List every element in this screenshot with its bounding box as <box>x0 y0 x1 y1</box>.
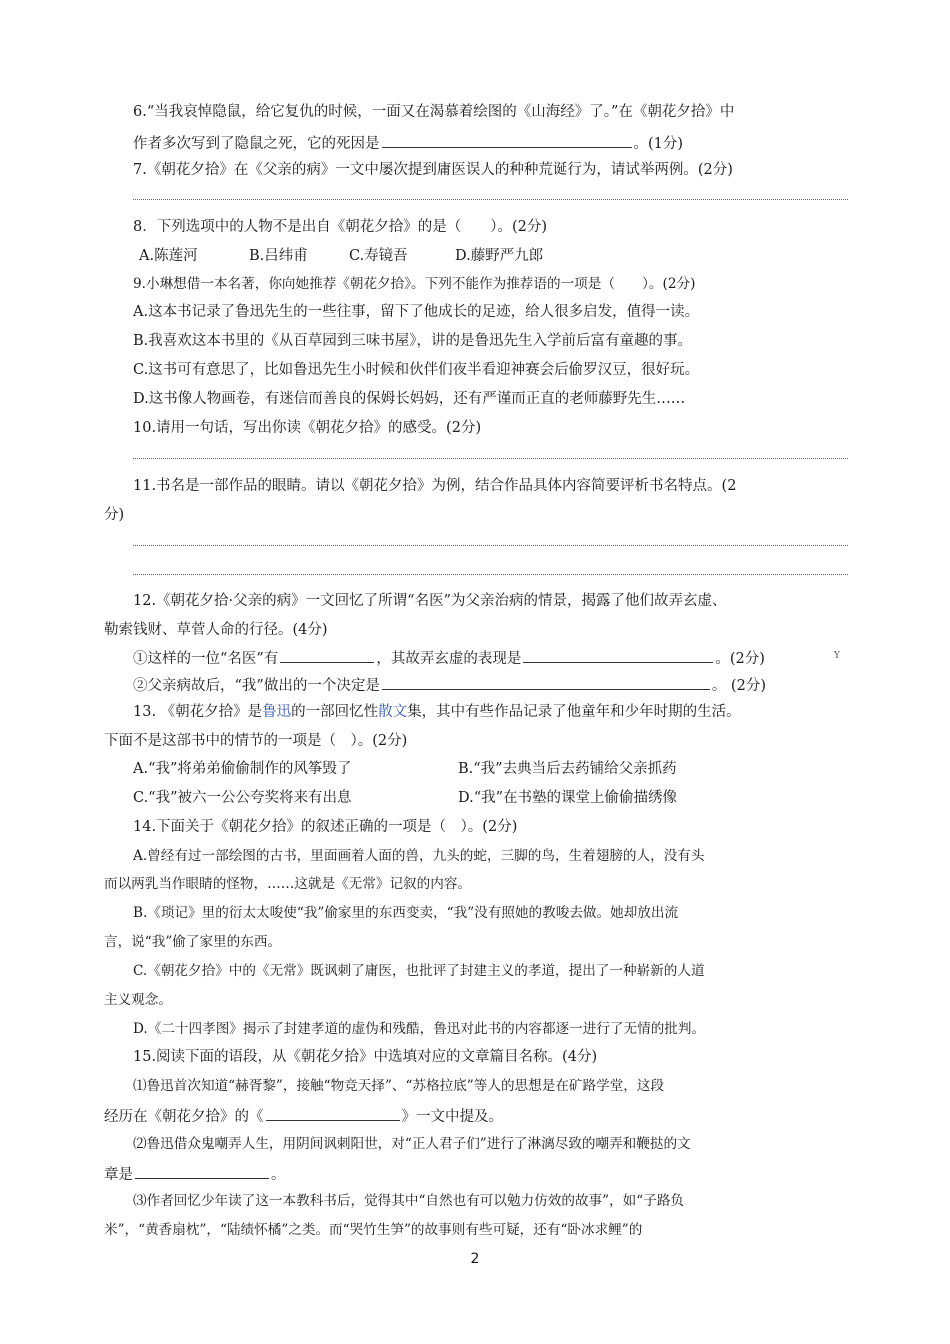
q15-line-1: 15.阅读下面的语段，从《朝花夕拾》中选填对应的文章篇目名称。(4分) <box>133 1049 598 1065</box>
q13-line-1: 13. 《朝花夕拾》是鲁迅的一部回忆性散文集，其中有些作品记录了他童年和少年时期的生活。 <box>133 704 741 720</box>
q9-option-b: B.我喜欢这本书里的《从百草园到三味书屋》，讲的是鲁迅先生入学前后富有童趣的事。 <box>133 333 693 349</box>
q13-options-row-2 <box>133 788 852 808</box>
q15-blank-1[interactable] <box>266 1105 400 1121</box>
q7-answer-line[interactable] <box>133 199 848 200</box>
q6-answer-blank[interactable] <box>382 132 632 148</box>
q11-answer-line-1[interactable] <box>133 545 848 546</box>
q9-option-d: D.这书像人物画卷，有迷信而善良的保姆长妈妈，还有严谨而正直的老师藤野先生…… <box>133 391 686 407</box>
page-number: 2 <box>470 1251 480 1267</box>
q14-option-a-2: 而以两乳当作眼睛的怪物，……这就是《无常》记叙的内容。 <box>104 876 472 892</box>
q6-line-1: 6.“当我哀悼隐鼠，给它复仇的时候，一面又在渴慕着绘图的《山海经》了。”在《朝花夕拾》中 <box>133 104 735 120</box>
q13-option-b: B.“我”去典当后去药铺给父亲抓药 <box>458 761 677 777</box>
q13-options-row-1 <box>133 759 852 779</box>
q12-line-2: 勒索钱财、草菅人命的行径。(4分) <box>104 622 328 638</box>
q13-option-c: C.“我”被六一公公夸奖将来有出息 <box>133 790 352 806</box>
q9-option-c: C.这书可有意思了，比如鲁迅先生小时候和伙伴们夜半看迎神赛会后偷罗汉豆，很好玩。 <box>133 362 700 378</box>
q15-p2-line-2: 章是 。 <box>104 1163 852 1185</box>
q15-p2-line-1: ⑵鲁迅借众鬼嘲弄人生，用阴间讽刺阳世，对“正人君子们”进行了淋漓尽致的嘲弄和鞭挞的文 <box>133 1136 691 1152</box>
q15-p3-line-2: 米”，“黄香扇枕”，“陆绩怀橘”之类。而“哭竹生笋”的故事则有些可疑，还有“卧冰求鲤”的 <box>104 1222 643 1238</box>
q15-p3-line-1: ⑶作者回忆少年读了这一本教科书后，觉得其中“自然也有可以勉力仿效的故事”，如“子路负 <box>133 1193 685 1209</box>
q14-option-c-2: 主义观念。 <box>104 992 172 1008</box>
q13-option-d: D.“我”在书塾的课堂上偷偷描绣像 <box>458 790 678 806</box>
q14-option-c-1: C.《朝花夕拾》中的《无常》既讽刺了庸医，也批评了封建主义的孝道，提出了一种崭新的人道 <box>133 963 705 979</box>
q12-sub-1: ①这样的一位“名医”有 ，其故弄玄虚的表现是 。(2分) <box>133 647 852 669</box>
q10-line-1: 10.请用一句话，写出你读《朝花夕拾》的感受。(2分) <box>133 420 482 436</box>
q8-options <box>139 246 852 266</box>
q13-line-2: 下面不是这部书中的情节的一项是（ ）。(2分) <box>104 733 408 749</box>
q15-p1-line-2: 经历在《朝花夕拾》的《 》一文中提及。 <box>104 1105 852 1127</box>
q15-p1-line-1: ⑴鲁迅首次知道“赫胥黎”，接触“物竞天择”、“苏格拉底”等人的思想是在矿路学堂，这段 <box>133 1078 665 1094</box>
q9-option-a: A.这本书记录了鲁迅先生的一些往事，留下了他成长的足迹，给人很多启发，值得一读。 <box>133 304 700 320</box>
q14-option-a-1: A.曾经有过一部绘图的古书，里面画着人面的兽，九头的蛇，三脚的鸟，生着翅膀的人，没有头 <box>133 848 705 864</box>
q14-option-d-1: D.《二十四孝图》揭示了封建孝道的虚伪和残酷，鲁迅对此书的内容都逐一进行了无情的批判。 <box>133 1021 706 1037</box>
q14-option-b-2: 言，说“我”偷了家里的东西。 <box>104 934 282 950</box>
link-luxun[interactable]: 鲁迅 <box>262 704 292 720</box>
q7-line-1: 7.《朝花夕拾》在《父亲的病》一文中屡次提到庸医误人的种种荒诞行为，请试举两例。(2分) <box>133 162 733 178</box>
q12-blank-decision[interactable] <box>382 674 710 690</box>
q12-sub-2: ②父亲病故后，“我”做出的一个决定是 。 (2分) <box>133 674 852 696</box>
q12-line-1: 12.《朝花夕拾·父亲的病》一文回忆了所谓“名医”为父亲治病的情景，揭露了他们故弄玄虚、 <box>133 593 727 609</box>
q8-option-c: C.寿镜吾 <box>349 248 408 264</box>
q11-line-1: 11.书名是一部作品的眼睛。请以《朝花夕拾》为例，结合作品具体内容简要评析书名特点。(2 <box>133 478 737 494</box>
q13-option-a: A.“我”将弟弟偷偷制作的风筝毁了 <box>133 761 352 777</box>
link-sanwen[interactable]: 散文 <box>378 704 408 720</box>
q8-line-1: 8．下列选项中的人物不是出自《朝花夕拾》的是（ ）。(2分) <box>133 219 548 235</box>
q11-answer-line-2[interactable] <box>133 574 848 575</box>
q6-line-2: 作者多次写到了隐鼠之死，它的死因是 。(1分) <box>133 132 852 154</box>
q11-line-2: 分) <box>104 507 125 523</box>
q15-blank-2[interactable] <box>135 1163 269 1179</box>
q9-line-1: 9.小琳想借一本名著，你向她推荐《朝花夕拾》。下列不能作为推荐语的一项是（ ）。(2分) <box>133 276 696 292</box>
q8-option-a: A.陈莲河 <box>139 248 198 264</box>
q10-answer-line[interactable] <box>133 458 848 459</box>
stray-mark: Y <box>834 651 840 661</box>
q8-option-d: D.藤野严九郎 <box>455 248 544 264</box>
q14-line-1: 14.下面关于《朝花夕拾》的叙述正确的一项是（ ）。(2分) <box>133 819 518 835</box>
q8-option-b: B.吕纬甫 <box>249 248 308 264</box>
q12-blank-doctor[interactable] <box>280 647 374 663</box>
q14-option-b-1: B.《琐记》里的衍太太唆使“我”偷家里的东西变卖，“我”没有照她的教唆去做。她却放出流 <box>133 905 679 921</box>
q12-blank-behavior[interactable] <box>523 647 713 663</box>
